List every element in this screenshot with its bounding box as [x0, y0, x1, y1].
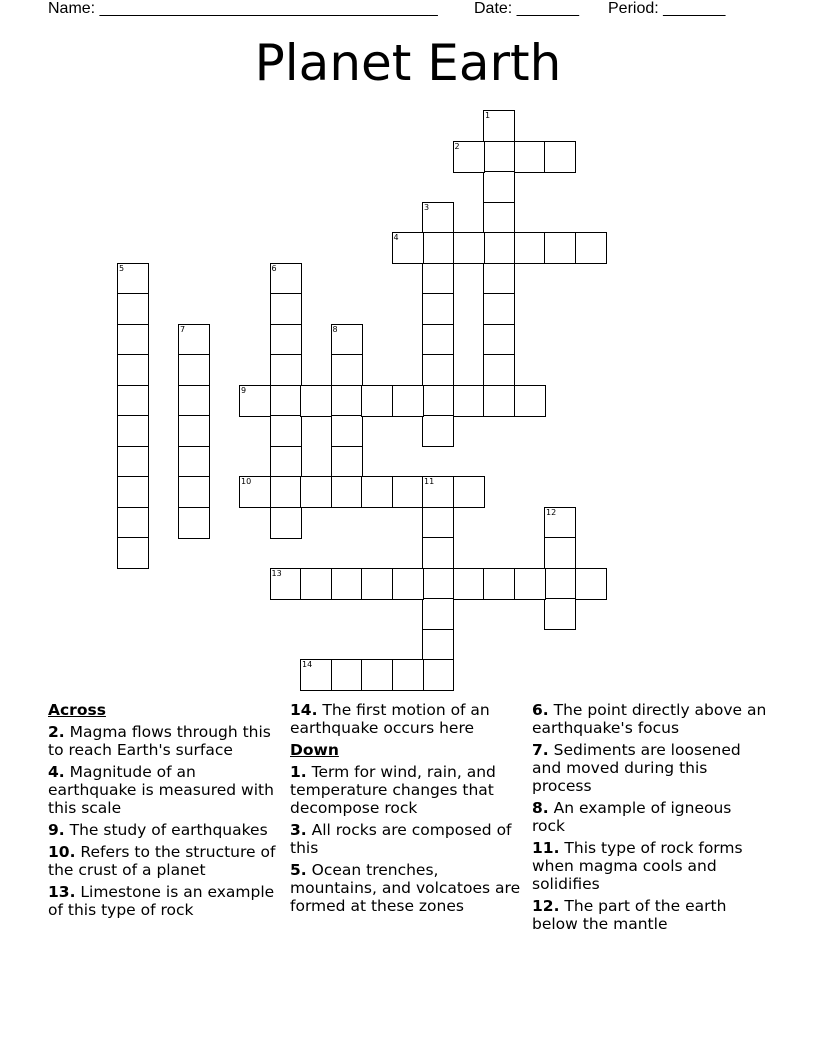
clue-number: 13 [271, 568, 282, 578]
crossword-cell[interactable] [331, 476, 363, 508]
clue-number: 14 [302, 660, 313, 669]
crossword-cell[interactable] [331, 446, 363, 478]
clue-down-1: 1. Term for wind, rain, and temperature changes that decompose rock [290, 763, 496, 817]
name-field[interactable]: Name: ______________________________________ [48, 0, 438, 17]
crossword-cell[interactable] [483, 354, 515, 386]
crossword-cell[interactable] [453, 568, 485, 600]
date-field[interactable]: Date: _______ [474, 0, 579, 17]
crossword-cell[interactable] [178, 385, 210, 417]
crossword-cell[interactable] [117, 354, 149, 386]
crossword-cell[interactable] [514, 141, 546, 173]
crossword-cell[interactable] [544, 507, 576, 539]
crossword-cell[interactable] [422, 324, 454, 356]
crossword-cell[interactable] [453, 385, 485, 417]
crossword-cell[interactable] [453, 232, 485, 264]
clue-across-9: 9. The study of earthquakes [48, 821, 268, 839]
crossword-cell[interactable] [178, 446, 210, 478]
crossword-cell[interactable] [483, 141, 515, 173]
crossword-cell[interactable] [422, 659, 454, 691]
crossword-cell[interactable] [117, 476, 149, 508]
crossword-cell[interactable] [422, 476, 454, 508]
crossword-cell[interactable] [544, 568, 576, 600]
crossword-cell[interactable] [117, 507, 149, 539]
crossword-cell[interactable] [270, 263, 302, 295]
clue-down-12: 12. The part of the earth below the mantle [532, 897, 727, 933]
clue-number: 5 [119, 263, 125, 273]
clue-number: 4 [393, 233, 399, 242]
clue-number: 1 [485, 111, 491, 120]
crossword-cell[interactable] [544, 537, 576, 569]
crossword-cell[interactable] [483, 110, 515, 142]
student-info-header [48, 0, 768, 22]
crossword-cell[interactable] [331, 568, 363, 600]
clue-number: 9 [241, 385, 247, 395]
crossword-cell[interactable] [331, 324, 363, 356]
crossword-cell[interactable] [117, 385, 149, 417]
crossword-cell[interactable] [575, 232, 607, 264]
crossword-cell[interactable] [392, 232, 424, 264]
clue-down-3: 3. All rocks are composed of this [290, 821, 512, 857]
crossword-cell[interactable] [453, 476, 485, 508]
crossword-cell[interactable] [483, 568, 515, 600]
clue-across-2: 2. Magma flows through this to reach Earth's surface [48, 723, 271, 759]
crossword-cell[interactable] [361, 659, 393, 691]
crossword-cell[interactable] [270, 507, 302, 539]
page-title: Planet Earth [254, 34, 562, 92]
crossword-cell[interactable] [300, 385, 332, 417]
crossword-cell[interactable] [178, 324, 210, 356]
crossword-cell[interactable] [270, 415, 302, 447]
crossword-cell[interactable] [483, 171, 515, 203]
crossword-cell[interactable] [331, 385, 363, 417]
crossword-cell[interactable] [117, 537, 149, 569]
clue-column-3 [532, 701, 768, 937]
crossword-cell[interactable] [422, 202, 454, 234]
crossword-cell[interactable] [239, 476, 271, 508]
clue-down-5: 5. Ocean trenches, mountains, and volcatoes are formed at these zones [290, 861, 521, 915]
crossword-cell[interactable] [483, 385, 515, 417]
clue-across-14: 14. The first motion of an earthquake occurs here [290, 701, 490, 737]
crossword-cell[interactable] [422, 629, 454, 661]
crossword-cell[interactable] [178, 415, 210, 447]
crossword-cell[interactable] [422, 385, 454, 417]
crossword-cell[interactable] [270, 324, 302, 356]
crossword-cell[interactable] [270, 293, 302, 325]
clue-down-11: 11. This type of rock forms when magma cools and solidifies [532, 839, 743, 893]
crossword-cell[interactable] [544, 232, 576, 264]
crossword-cell[interactable] [392, 659, 424, 691]
clue-number: 12 [546, 507, 557, 517]
crossword-cell[interactable] [544, 141, 576, 173]
crossword-cell[interactable] [239, 385, 271, 417]
crossword-cell[interactable] [331, 415, 363, 447]
crossword-cell[interactable] [178, 354, 210, 386]
crossword-cell[interactable] [270, 476, 302, 508]
crossword-cell[interactable] [331, 659, 363, 691]
crossword-cell[interactable] [117, 446, 149, 478]
clue-number: 3 [424, 202, 430, 212]
crossword-cell[interactable] [392, 568, 424, 600]
period-field[interactable]: Period: _______ [608, 0, 726, 17]
crossword-cell[interactable] [331, 354, 363, 386]
clue-across-10: 10. Refers to the structure of the crust of a planet [48, 843, 276, 879]
crossword-cell[interactable] [270, 354, 302, 386]
crossword-cell[interactable] [544, 598, 576, 630]
crossword-cell[interactable] [117, 263, 149, 295]
crossword-cell[interactable] [361, 385, 393, 417]
clue-across-13: 13. Limestone is an example of this type of rock [48, 883, 275, 919]
crossword-cell[interactable] [117, 324, 149, 356]
clue-across-4: 4. Magnitude of an earthquake is measured with this scale [48, 763, 274, 817]
crossword-cell[interactable] [422, 537, 454, 569]
crossword-cell[interactable] [483, 202, 515, 234]
clue-column-2 [290, 701, 526, 919]
crossword-cell[interactable] [453, 141, 485, 173]
clue-number: 7 [180, 324, 186, 334]
crossword-cell[interactable] [300, 568, 332, 600]
clue-number: 10 [241, 477, 252, 486]
crossword-cell[interactable] [300, 659, 332, 691]
crossword-cell[interactable] [392, 476, 424, 508]
down-heading: Down [290, 741, 339, 759]
across-heading: Across [48, 701, 106, 719]
crossword-cell[interactable] [270, 446, 302, 478]
crossword-cell[interactable] [483, 293, 515, 325]
crossword-cell[interactable] [422, 507, 454, 539]
crossword-cell[interactable] [270, 568, 302, 600]
crossword-cell[interactable] [514, 568, 546, 600]
clue-down-6: 6. The point directly above an earthquake's focus [532, 701, 767, 737]
crossword-cell[interactable] [575, 568, 607, 600]
crossword-cell[interactable] [270, 385, 302, 417]
clue-number: 2 [454, 141, 460, 151]
crossword-cell[interactable] [178, 507, 210, 539]
crossword-cell[interactable] [422, 354, 454, 386]
crossword-cell[interactable] [392, 385, 424, 417]
crossword-cell[interactable] [483, 263, 515, 295]
clue-number: 8 [332, 324, 338, 334]
crossword-cell[interactable] [422, 232, 454, 264]
crossword-cell[interactable] [422, 415, 454, 447]
crossword-cell[interactable] [361, 568, 393, 600]
crossword-cell[interactable] [361, 476, 393, 508]
crossword-cell[interactable] [422, 568, 454, 600]
crossword-cell[interactable] [422, 598, 454, 630]
crossword-cell[interactable] [422, 293, 454, 325]
crossword-cell[interactable] [300, 476, 332, 508]
crossword-cell[interactable] [483, 232, 515, 264]
clue-down-8: 8. An example of igneous rock [532, 799, 732, 835]
crossword-cell[interactable] [178, 476, 210, 508]
crossword-cell[interactable] [117, 293, 149, 325]
clue-down-7: 7. Sediments are loosened and moved during this process [532, 741, 741, 795]
clue-number: 11 [424, 477, 435, 486]
crossword-cell[interactable] [117, 415, 149, 447]
crossword-cell[interactable] [514, 385, 546, 417]
crossword-cell[interactable] [514, 232, 546, 264]
crossword-cell[interactable] [483, 324, 515, 356]
clue-column-1 [48, 701, 284, 923]
crossword-cell[interactable] [422, 263, 454, 295]
clue-number: 6 [271, 263, 277, 273]
